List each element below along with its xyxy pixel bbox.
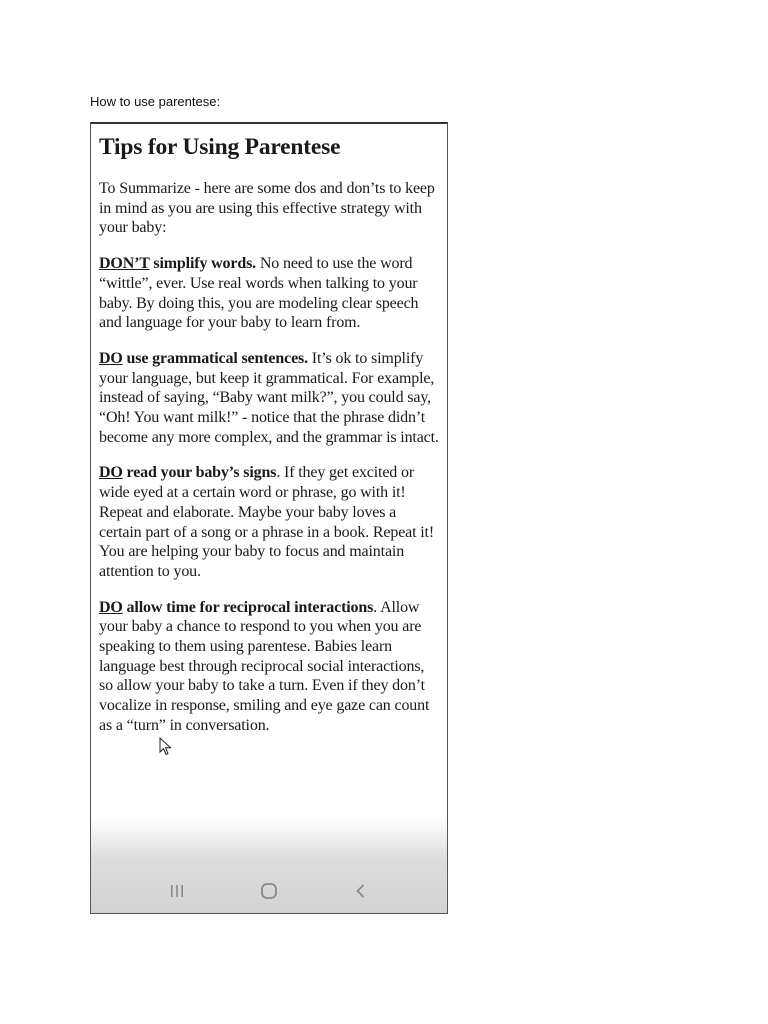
embedded-phone-screenshot [90,122,448,914]
document-caption: How to use parentese: [90,94,221,109]
tip-body: No need to use the word “wittle”, ever. Use real words when talking to your baby. By doing this, you are modeling clear speech and language for your baby to learn from. [99,255,419,332]
mouse-cursor-icon [159,737,173,757]
tip-paragraph-3 [99,463,441,581]
tip-body: . Allow your baby a chance to respond to you when you are speaking to them using parentese. Babies learn language best through reciprocal social interactions, so allow your baby to take a turn. Even if they don’t vocalize in response, smiling and eye gaze can count as a “turn” in conversation. [99,598,430,734]
tip-heading: use grammatical sentences. [122,349,308,367]
tip-heading: allow time for reciprocal interactions [122,598,374,616]
tip-paragraph-1 [99,254,441,333]
article-content [99,134,441,752]
home-icon [260,882,278,900]
tip-heading: simplify words. [149,255,257,273]
tip-key: DON’T [99,255,150,273]
tip-key: DO [99,464,123,482]
article-title: Tips for Using Parentese [99,134,341,160]
tip-heading: read your baby’s signs [122,464,277,482]
tip-body: It’s ok to simplify your language, but keep it grammatical. For example, instead of saying, “Baby want milk?”, you could say, “Oh! You want milk!” - notice that the phrase didn’t become any more complex, and the grammar is intact. [99,349,439,446]
tip-key: DO [99,598,123,616]
intro-paragraph: To Summarize - here are some dos and don’ts to keep in mind as you are using this effective strategy with your baby: [99,180,435,237]
home-button[interactable] [249,876,289,906]
tip-key: DO [99,349,123,367]
android-navigation-bar [91,869,447,913]
recent-apps-icon [169,883,185,899]
back-icon [353,883,369,899]
recent-apps-button[interactable] [157,876,197,906]
tip-body: . If they get excited or wide eyed at a certain word or phrase, go with it! Repeat and elaborate. Maybe your baby loves a certain part of a song or a phrase in a book. Repeat it! You are helping your baby to focus and maintain attention to you. [99,464,435,580]
back-button[interactable] [341,876,381,906]
tip-paragraph-4 [99,598,441,736]
tip-paragraph-2 [99,349,441,448]
